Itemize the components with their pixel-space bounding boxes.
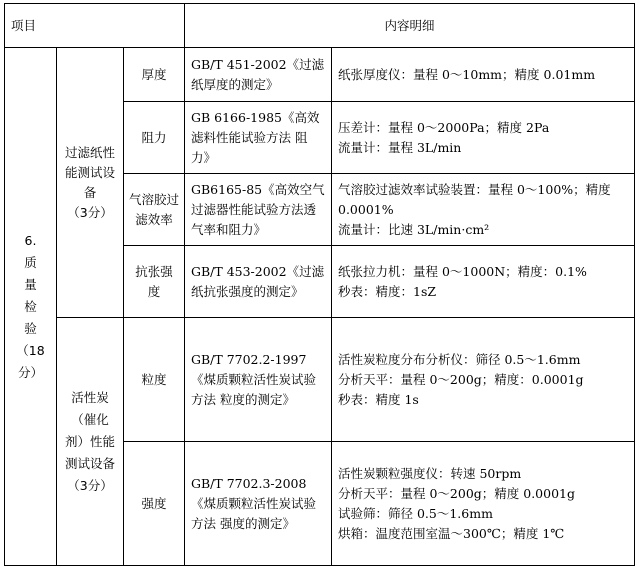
detail-line: 纸张拉力机：量程 0～1000N；精度：0.1% — [338, 263, 587, 279]
detail-line: 气溶胶过滤效率试验装置：量程 0～100%；精度 0.0001% — [338, 181, 611, 217]
standard-cell: GB/T 7702.3-2008《煤质颗粒活性炭试验方法 强度的测定》 — [185, 442, 332, 566]
standard-cell: GB/T 7702.2-1997《煤质颗粒活性炭试验方法 粒度的测定》 — [185, 318, 332, 442]
spec-table — [4, 3, 635, 566]
header-item: 项目 — [5, 4, 185, 48]
standard-cell: GB/T 451-2002《过滤纸厚度的测定》 — [185, 48, 332, 102]
standard-cell: GB6165-85《高效空气过滤器性能试验方法透气率和阻力》 — [185, 174, 332, 246]
header-details: 内容明细 — [185, 4, 635, 48]
detail-line: 分析天平：量程 0～200g；精度 0.0001g — [338, 485, 576, 501]
detail-line: 活性炭颗粒强度仪：转速 50rpm — [338, 465, 522, 481]
param-cell: 强度 — [124, 442, 185, 566]
details-cell — [332, 102, 635, 174]
category-label: 6. 质 量 检 验 （18 分） — [5, 48, 57, 566]
detail-line: 流量计：量程 3L/min — [338, 139, 462, 155]
param-cell: 阻力 — [124, 102, 185, 174]
param-cell: 厚度 — [124, 48, 185, 102]
param-cell: 粒度 — [124, 318, 185, 442]
detail-line: 纸张厚度仪：量程 0～10mm；精度 0.01mm — [338, 66, 596, 82]
header-row — [5, 4, 635, 48]
detail-line: 压差计：量程 0～2000Pa；精度 2Pa — [338, 119, 550, 135]
detail-line: 试验筛：筛径 0.5～1.6mm — [338, 505, 493, 521]
param-cell: 气溶胶过滤效率 — [124, 174, 185, 246]
detail-line: 烘箱：温度范围室温～300℃；精度 1℃ — [338, 525, 565, 541]
detail-line: 活性炭粒度分布分析仪：筛径 0.5～1.6mm — [338, 351, 581, 367]
standard-cell: GB 6166-1985《高效滤料性能试验方法 阻力》 — [185, 102, 332, 174]
param-cell: 抗张强度 — [124, 246, 185, 318]
detail-line: 秒表：精度：1sZ — [338, 283, 437, 299]
standard-cell: GB/T 453-2002《过滤纸抗张强度的测定》 — [185, 246, 332, 318]
table-row — [5, 48, 635, 102]
details-cell — [332, 174, 635, 246]
detail-line: 秒表：精度 1s — [338, 391, 419, 407]
table-row — [5, 318, 635, 442]
detail-line: 流量计：比速 3L/min·cm² — [338, 221, 490, 237]
details-cell — [332, 318, 635, 442]
details-cell — [332, 48, 635, 102]
group-label: 过滤纸性 能测试设 备 （3分） — [57, 48, 124, 318]
details-cell — [332, 246, 635, 318]
details-cell — [332, 442, 635, 566]
detail-line: 分析天平：量程 0～200g；精度：0.0001g — [338, 371, 584, 387]
group-label: 活性炭 （催化 剂）性能 测试设备 （3分） — [57, 318, 124, 566]
